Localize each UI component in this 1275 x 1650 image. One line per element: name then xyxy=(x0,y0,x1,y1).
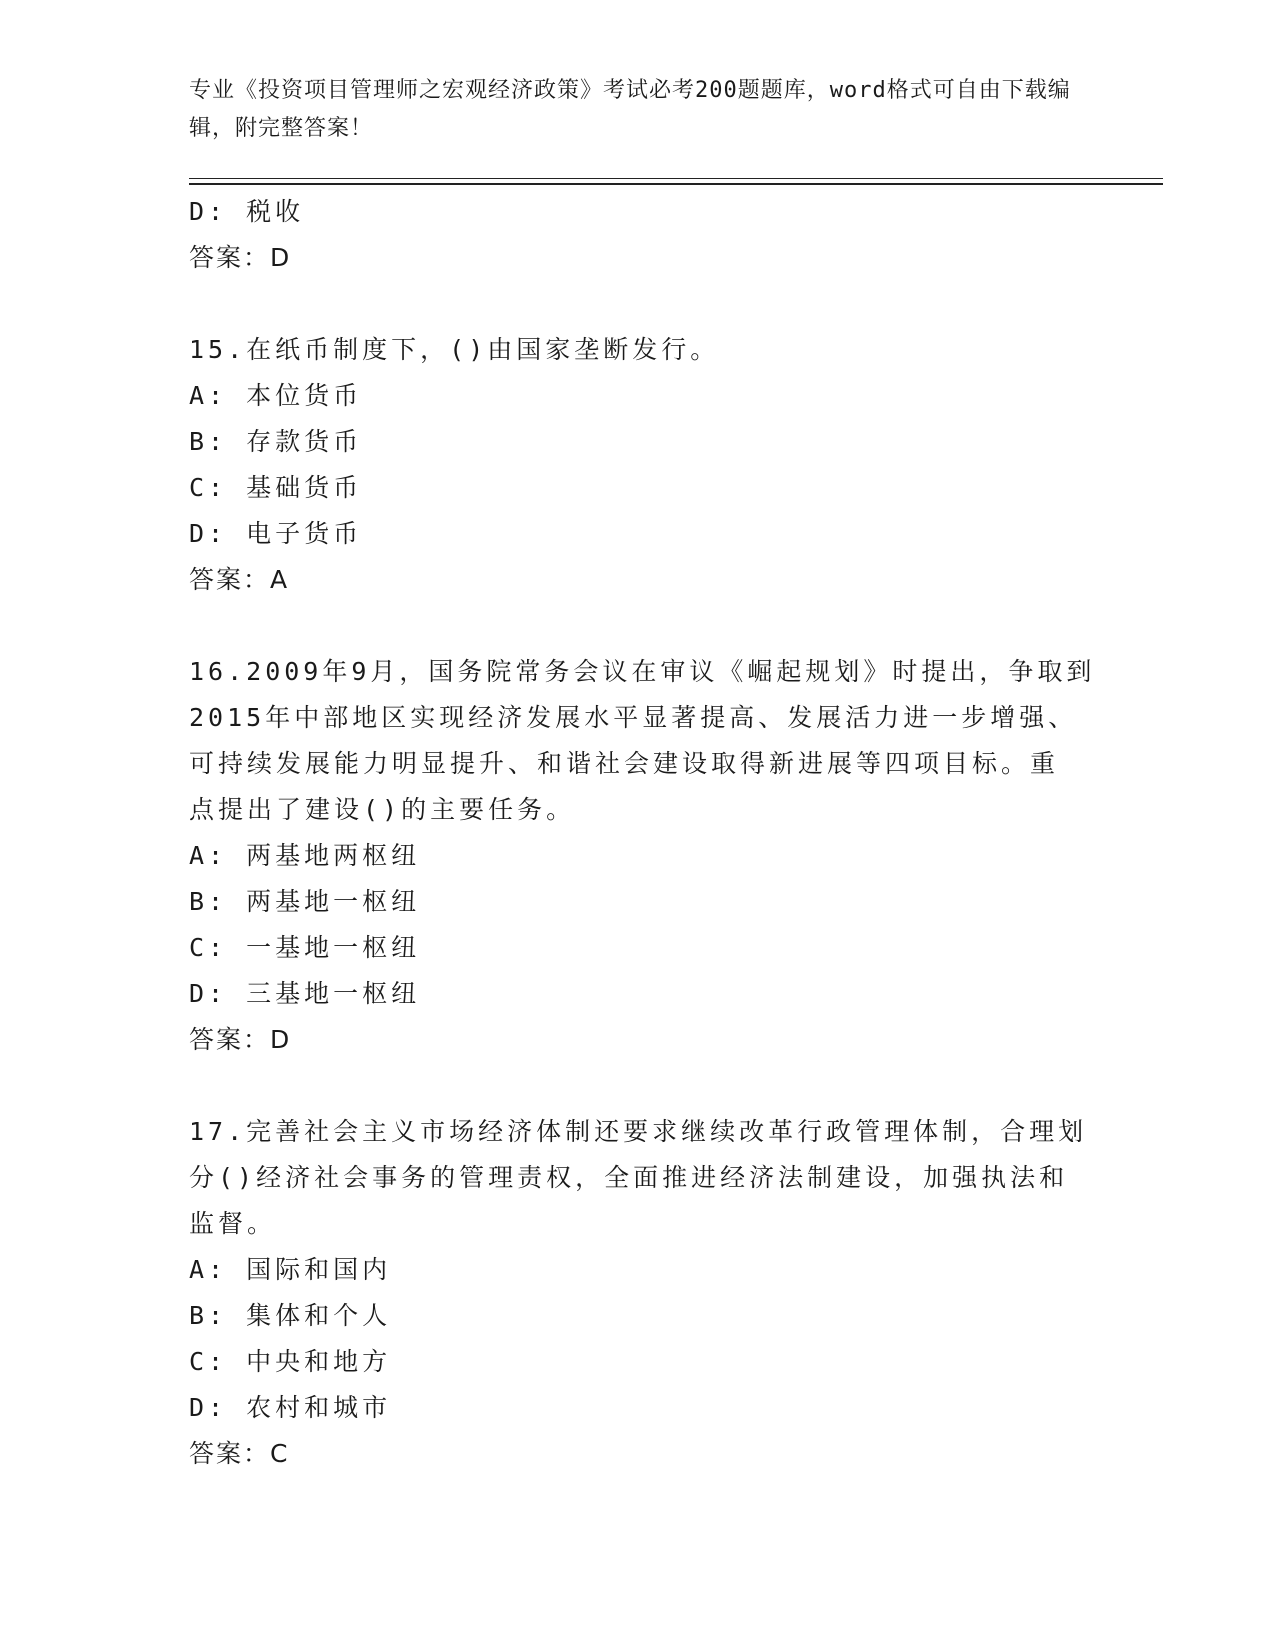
q17-stem-line-1: 17.完善社会主义市场经济体制还要求继续改革行政管理体制，合理划 xyxy=(189,1117,1088,1146)
document-header: 专业《投资项目管理师之宏观经济政策》考试必考200题题库，word格式可自由下载编辑，附完整答案！ xyxy=(189,78,1071,141)
q14-answer: 答案：D xyxy=(189,243,292,272)
q17-stem-line-2: 分()经济社会事务的管理责权，全面推进经济法制建设，加强执法和 xyxy=(189,1163,1069,1192)
q15-option-b: B: 存款货币 xyxy=(189,427,363,456)
q17-option-c: C: 中央和地方 xyxy=(189,1347,392,1376)
q16-option-b: B: 两基地一枢纽 xyxy=(189,887,421,916)
q17-option-b: B: 集体和个人 xyxy=(189,1301,392,1330)
spacer xyxy=(189,1063,1089,1109)
spacer xyxy=(189,603,1089,649)
q16-stem-line-2: 2015年中部地区实现经济发展水平显著提高、发展活力进一步增强、 xyxy=(189,703,1078,732)
q14-option-d: D: 税收 xyxy=(189,197,305,226)
q15-stem: 15.在纸币制度下，()由国家垄断发行。 xyxy=(189,335,720,364)
q15-answer: 答案：A xyxy=(189,565,290,594)
q17-option-d: D: 农村和城市 xyxy=(189,1393,392,1422)
header-rule-thick xyxy=(189,183,1163,185)
q15-option-a: A: 本位货币 xyxy=(189,381,363,410)
q16-stem-line-3: 可持续发展能力明显提升、和谐社会建设取得新进展等四项目标。重 xyxy=(189,749,1060,778)
q17-answer: 答案：C xyxy=(189,1439,290,1468)
question-list xyxy=(189,189,1096,1477)
q15-option-c: C: 基础货币 xyxy=(189,473,363,502)
q15-option-d: D: 电子货币 xyxy=(189,519,363,548)
q16-stem-line-4: 点提出了建设()的主要任务。 xyxy=(189,795,576,824)
q16-stem-line-1: 16.2009年9月，国务院常务会议在审议《崛起规划》时提出，争取到 xyxy=(189,657,1096,686)
q17-stem-line-3: 监督。 xyxy=(189,1209,277,1238)
q16-option-d: D: 三基地一枢纽 xyxy=(189,979,421,1008)
header-rule-thin xyxy=(189,178,1163,179)
q17-option-a: A: 国际和国内 xyxy=(189,1255,392,1284)
q16-option-c: C: 一基地一枢纽 xyxy=(189,933,421,962)
q16-answer: 答案：D xyxy=(189,1025,292,1054)
q16-option-a: A: 两基地两枢纽 xyxy=(189,841,421,870)
spacer xyxy=(189,281,1089,327)
